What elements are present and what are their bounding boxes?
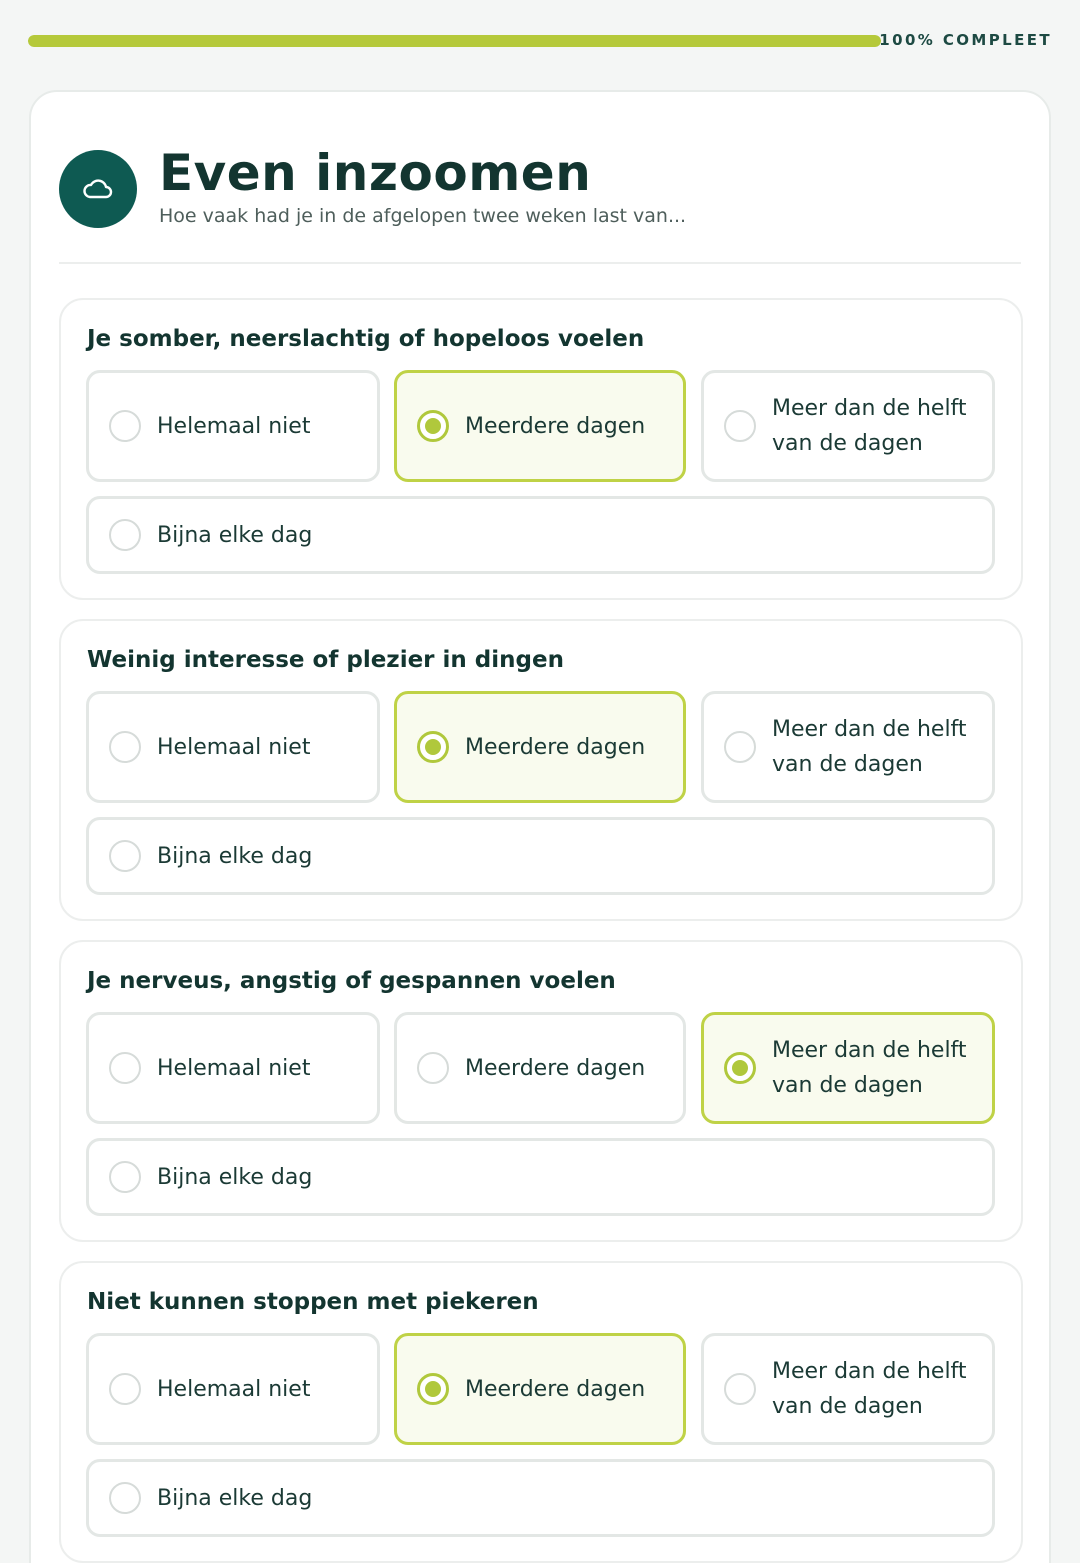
option-helemaal-niet[interactable] bbox=[86, 1333, 380, 1445]
option-label: Helemaal niet bbox=[157, 1376, 311, 1402]
radio-button[interactable] bbox=[109, 840, 141, 872]
option-label: Meerdere dagen bbox=[465, 1376, 646, 1402]
radio-button[interactable] bbox=[417, 1052, 449, 1084]
question-title: Je somber, neerslachtig of hopeloos voelen bbox=[87, 326, 645, 352]
option-meerdere-dagen[interactable] bbox=[394, 370, 686, 482]
question-title: Je nerveus, angstig of gespannen voelen bbox=[87, 968, 616, 994]
option-meerdere-dagen[interactable] bbox=[394, 1333, 686, 1445]
option-meer-dan-de-helft[interactable] bbox=[701, 1012, 995, 1124]
question-card bbox=[59, 298, 1023, 600]
option-bijna-elke-dag[interactable] bbox=[86, 1459, 995, 1537]
radio-button[interactable] bbox=[417, 410, 449, 442]
radio-button[interactable] bbox=[724, 731, 756, 763]
option-meer-dan-de-helft[interactable] bbox=[701, 691, 995, 803]
progress-row bbox=[28, 30, 1052, 52]
option-label: Meerdere dagen bbox=[465, 413, 646, 439]
question-title: Niet kunnen stoppen met piekeren bbox=[87, 1289, 539, 1315]
radio-button[interactable] bbox=[109, 731, 141, 763]
option-meerdere-dagen[interactable] bbox=[394, 691, 686, 803]
radio-button[interactable] bbox=[109, 1161, 141, 1193]
question-title: Weinig interesse of plezier in dingen bbox=[87, 647, 564, 673]
option-meerdere-dagen[interactable] bbox=[394, 1012, 686, 1124]
option-meer-dan-de-helft[interactable] bbox=[701, 370, 995, 482]
option-label: Bijna elke dag bbox=[157, 1164, 313, 1190]
option-label: Meerdere dagen bbox=[465, 1055, 646, 1081]
option-bijna-elke-dag[interactable] bbox=[86, 817, 995, 895]
progress-fill bbox=[28, 35, 881, 47]
question-card bbox=[59, 619, 1023, 921]
option-helemaal-niet[interactable] bbox=[86, 370, 380, 482]
radio-button[interactable] bbox=[109, 410, 141, 442]
progress-bar bbox=[28, 35, 881, 47]
radio-button[interactable] bbox=[109, 1373, 141, 1405]
option-label: Meerdere dagen bbox=[465, 734, 646, 760]
page-title: Even inzoomen bbox=[159, 144, 592, 202]
option-label: Helemaal niet bbox=[157, 734, 311, 760]
cloud-avatar bbox=[59, 150, 137, 228]
option-meer-dan-de-helft[interactable] bbox=[701, 1333, 995, 1445]
option-label: Bijna elke dag bbox=[157, 1485, 313, 1511]
option-helemaal-niet[interactable] bbox=[86, 1012, 380, 1124]
progress-label: 100% COMPLEET bbox=[879, 31, 1052, 49]
radio-button[interactable] bbox=[724, 1373, 756, 1405]
radio-button[interactable] bbox=[724, 1052, 756, 1084]
card-header bbox=[59, 144, 1021, 264]
option-label: Helemaal niet bbox=[157, 1055, 311, 1081]
radio-button[interactable] bbox=[109, 1482, 141, 1514]
option-label: Meer dan de helft van de dagen bbox=[772, 1359, 967, 1419]
option-label: Meer dan de helft van de dagen bbox=[772, 717, 967, 777]
option-label: Meer dan de helft van de dagen bbox=[772, 1038, 967, 1098]
option-label: Bijna elke dag bbox=[157, 843, 313, 869]
option-label: Helemaal niet bbox=[157, 413, 311, 439]
option-helemaal-niet[interactable] bbox=[86, 691, 380, 803]
option-bijna-elke-dag[interactable] bbox=[86, 1138, 995, 1216]
radio-button[interactable] bbox=[417, 1373, 449, 1405]
option-label: Meer dan de helft van de dagen bbox=[772, 396, 967, 456]
option-label: Bijna elke dag bbox=[157, 522, 313, 548]
cloud-icon bbox=[82, 177, 114, 201]
question-card bbox=[59, 1261, 1023, 1563]
radio-button[interactable] bbox=[109, 1052, 141, 1084]
questionnaire-card bbox=[29, 90, 1051, 1563]
radio-button[interactable] bbox=[724, 410, 756, 442]
radio-button[interactable] bbox=[109, 519, 141, 551]
radio-button[interactable] bbox=[417, 731, 449, 763]
question-card bbox=[59, 940, 1023, 1242]
page-subtitle: Hoe vaak had je in de afgelopen twee weken last van... bbox=[159, 205, 687, 227]
option-bijna-elke-dag[interactable] bbox=[86, 496, 995, 574]
